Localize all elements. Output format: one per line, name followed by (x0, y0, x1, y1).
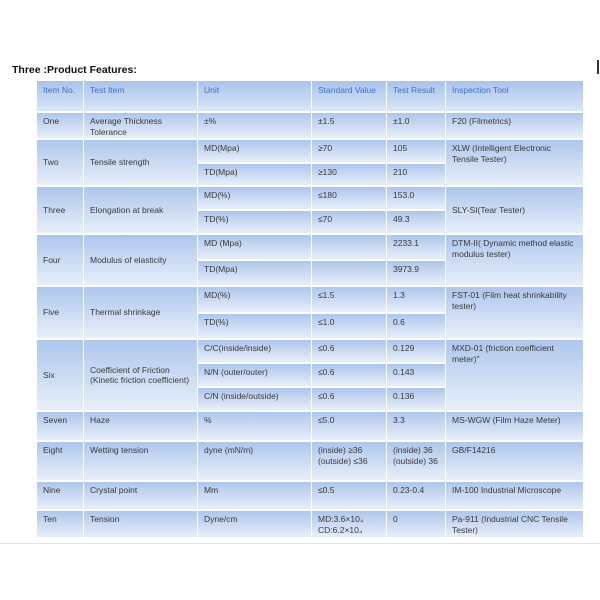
standard-value: ≤180 (312, 187, 386, 209)
test-item: Haze (84, 412, 197, 440)
item-no: Three (37, 187, 83, 233)
test-result: 0.6 (387, 314, 445, 338)
table-header-row (37, 81, 583, 111)
unit-cell: MD(%) (198, 187, 311, 209)
test-result: ±1.0 (387, 113, 445, 138)
table-row (37, 287, 583, 312)
test-item: Modulus of elasticity (84, 235, 197, 285)
standard-value (312, 261, 386, 285)
unit-cell: TD(Mpa) (198, 164, 311, 185)
test-result: 1.3 (387, 287, 445, 312)
unit-cell: MD(Mpa) (198, 140, 311, 162)
test-item: Thermal shrinkage (84, 287, 197, 338)
item-no: Four (37, 235, 83, 285)
test-result: 0.129 (387, 340, 445, 362)
item-no: Five (37, 287, 83, 338)
item-no: Ten (37, 511, 83, 537)
unit-cell: ±% (198, 113, 311, 138)
product-features-table (36, 79, 584, 539)
standard-value: (inside) ≥36 (outside) ≤36 (312, 442, 386, 480)
table-row (37, 511, 583, 537)
unit-cell: TD(%) (198, 314, 311, 338)
test-result: 105 (387, 140, 445, 162)
table-row (37, 340, 583, 362)
standard-value: ≤5.0 (312, 412, 386, 440)
test-item: Average Thickness Tolerance (84, 113, 197, 138)
scrollbar-edge (597, 60, 599, 74)
test-item: Elongation at break (84, 187, 197, 233)
test-result: 2233.1 (387, 235, 445, 259)
inspection-tool: SLY-SI(Tear Tester) (446, 187, 583, 233)
column-header: Inspection Tool (446, 81, 583, 111)
unit-cell: % (198, 412, 311, 440)
standard-value: ≤0.6 (312, 388, 386, 410)
test-item: Crystal point (84, 482, 197, 509)
section-title: Three :Product Features: (12, 64, 137, 76)
standard-value: ≤0.6 (312, 340, 386, 362)
unit-cell: TD(Mpa) (198, 261, 311, 285)
inspection-tool: F20 (Filmetrics) (446, 113, 583, 138)
table-row (37, 187, 583, 209)
test-item: Tensile strength (84, 140, 197, 185)
unit-cell: C/N (inside/outside) (198, 388, 311, 410)
inspection-tool: GB/F14216 (446, 442, 583, 480)
test-result: 210 (387, 164, 445, 185)
unit-cell: MD (Mpa) (198, 235, 311, 259)
item-no: Seven (37, 412, 83, 440)
inspection-tool: IM-100 Industrial Microscope (446, 482, 583, 509)
test-result: 3.3 (387, 412, 445, 440)
standard-value: MD:3.6×10₄ CD:6.2×10₄ (312, 511, 386, 537)
unit-cell: MD(%) (198, 287, 311, 312)
column-header: Unit (198, 81, 311, 111)
inspection-tool: FST-01 (Film heat shrinkability tester) (446, 287, 583, 338)
column-header: Test Item (84, 81, 197, 111)
item-no: Two (37, 140, 83, 185)
column-header: Item No. (37, 81, 83, 111)
standard-value: ≥70 (312, 140, 386, 162)
test-item: Tension (84, 511, 197, 537)
test-result: (inside) 36 (outside) 36 (387, 442, 445, 480)
table-row (37, 482, 583, 509)
unit-cell: TD(%) (198, 211, 311, 233)
test-item: Coefficient of Friction (Kinetic friction coefficient) (84, 340, 197, 410)
unit-cell: Mm (198, 482, 311, 509)
divider (0, 543, 600, 544)
standard-value: ≤1.0 (312, 314, 386, 338)
column-header: Standard Value (312, 81, 386, 111)
inspection-tool: MXD-01 (friction coefficient meter)" (446, 340, 583, 410)
standard-value: ≤0.6 (312, 364, 386, 386)
inspection-tool: XLW (Intelligent Electronic Tensile Tester) (446, 140, 583, 185)
standard-value: ±1.5 (312, 113, 386, 138)
item-no: One (37, 113, 83, 138)
column-header: Test Result (387, 81, 445, 111)
unit-cell: C/C(inside/inside) (198, 340, 311, 362)
test-result: 0 (387, 511, 445, 537)
unit-cell: Dyne/cm (198, 511, 311, 537)
standard-value: ≤1.5 (312, 287, 386, 312)
table-row (37, 442, 583, 480)
inspection-tool: Pa-911 (Industrial CNC Tensile Tester) (446, 511, 583, 537)
inspection-tool: MS-WGW (Film Haze Meter) (446, 412, 583, 440)
standard-value (312, 235, 386, 259)
test-result: 0.136 (387, 388, 445, 410)
table-row (37, 412, 583, 440)
test-result: 49.3 (387, 211, 445, 233)
table-row (37, 113, 583, 138)
item-no: Six (37, 340, 83, 410)
item-no: Eight (37, 442, 83, 480)
unit-cell: dyne (mN/m) (198, 442, 311, 480)
test-result: 0.143 (387, 364, 445, 386)
standard-value: ≥130 (312, 164, 386, 185)
standard-value: ≤0.5 (312, 482, 386, 509)
test-item: Wetting tension (84, 442, 197, 480)
test-result: 0.23-0.4 (387, 482, 445, 509)
test-result: 3973.9 (387, 261, 445, 285)
test-result: 153.0 (387, 187, 445, 209)
unit-cell: N/N (outer/outer) (198, 364, 311, 386)
table-row (37, 235, 583, 259)
standard-value: ≤70 (312, 211, 386, 233)
item-no: Nine (37, 482, 83, 509)
inspection-tool: DTM-II( Dynamic method elastic modulus tester) (446, 235, 583, 285)
table-row (37, 140, 583, 162)
